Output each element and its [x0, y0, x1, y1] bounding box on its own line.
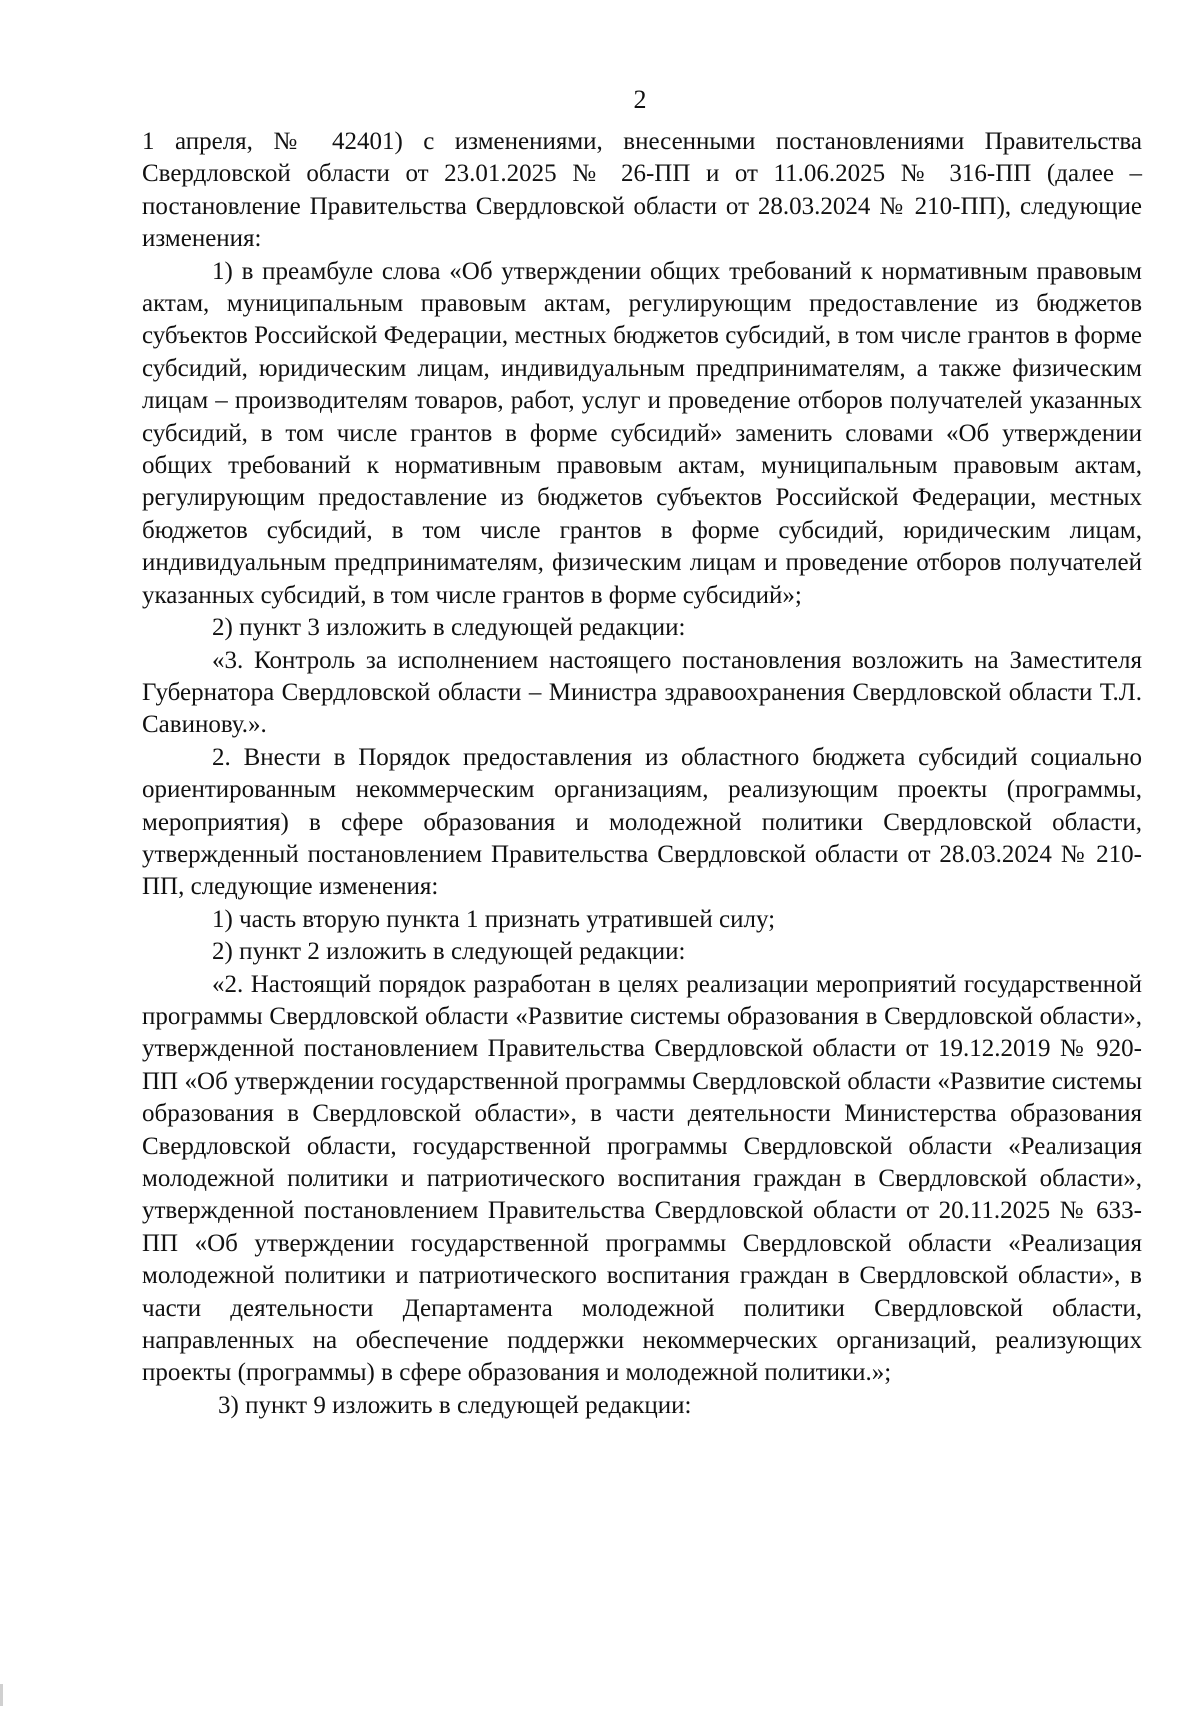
page-number: 2 — [633, 85, 647, 114]
paragraph-section-2: 2. Внести в Порядок предоставления из областного бюджета субсидий социально ориентированным некоммерческим организациям, реализующим проекты (программы, мероприятия) в сфере образования и молодежной политики Свердловской области, утвержденный постановлением Правительства Свердловской области от 28.03.2024 № 210-ПП, следующие изменения: — [142, 743, 1142, 901]
paragraph-item-2-text: «2. Настоящий порядок разработан в целях реализации мероприятий государственной программы Свердловской области «Развитие системы образования в Свердловской области», утвержденной постановлением Правительства Свердловской области от 19.12.2019 № 920-ПП «Об утверждении государственной программы Свердловской области «Развитие системы образования в Свердловской области», в части деятельности Министерства образования Свердловской области, государственной программы Свердловской области «Реализация молодежной политики и патриотического воспитания граждан в Свердловской области», утвержденной постановлением Правительства Свердловской области от 20.11.2025 № 633-ПП «Об утверждении государственной программы Свердловской области «Реализация молодежной политики и патриотического воспитания граждан в Свердловской области», в части деятельности Департамента молодежной политики Свердловской области, направленных на обеспечение поддержки некоммерческих организаций, реализующих проекты (программы) в сфере образования и молодежной политики.»; — [142, 970, 1142, 1387]
paragraph-item-3-intro: 2) пункт 3 изложить в следующей редакции: — [212, 614, 686, 642]
document-body — [142, 126, 1142, 1422]
paragraph-item-9-intro: 3) пункт 9 изложить в следующей редакции: — [218, 1391, 692, 1419]
paragraph-item-3-text: «3. Контроль за исполнением настоящего постановления возложить на Заместителя Губернатора Свердловской области – Министра здравоохранения Свердловской области Т.Л. Савинову.». — [142, 646, 1142, 739]
scan-edge-mark — [0, 1684, 3, 1706]
paragraph-preamble-change: 1) в преамбуле слова «Об утверждении общих требований к нормативным правовым актам, муниципальным правовым актам, регулирующим предоставление из бюджетов субъектов Российской Федерации, местных бюджетов субсидий, в том числе грантов в форме субсидий, юридическим лицам, индивидуальным предпринимателям, а также физическим лицам – производителям товаров, работ, услуг и проведение отборов получателей указанных субсидий, в том числе грантов в форме субсидий» заменить словами «Об утверждении общих требований к нормативным правовым актам, муниципальным правовым актам, регулирующим предоставление из бюджетов субъектов Российской Федерации, местных бюджетов субсидий, в том числе грантов в форме субсидий, юридическим лицам, индивидуальным предпринимателям, физическим лицам и проведение отборов получателей указанных субсидий, в том числе грантов в форме субсидий»; — [142, 257, 1142, 609]
paragraph-continuation: 1 апреля, № 42401) с изменениями, внесенными постановлениями Правительства Свердловской области от 23.01.2025 № 26-ПП и от 11.06.2025 № 316-ПП (далее – постановление Правительства Свердловской области от 28.03.2024 № 210-ПП), следующие изменения: — [142, 128, 1142, 253]
paragraph-part-two-void: 1) часть вторую пункта 1 признать утратившей силу; — [212, 905, 776, 933]
paragraph-item-2-intro: 2) пункт 2 изложить в следующей редакции: — [212, 938, 686, 966]
